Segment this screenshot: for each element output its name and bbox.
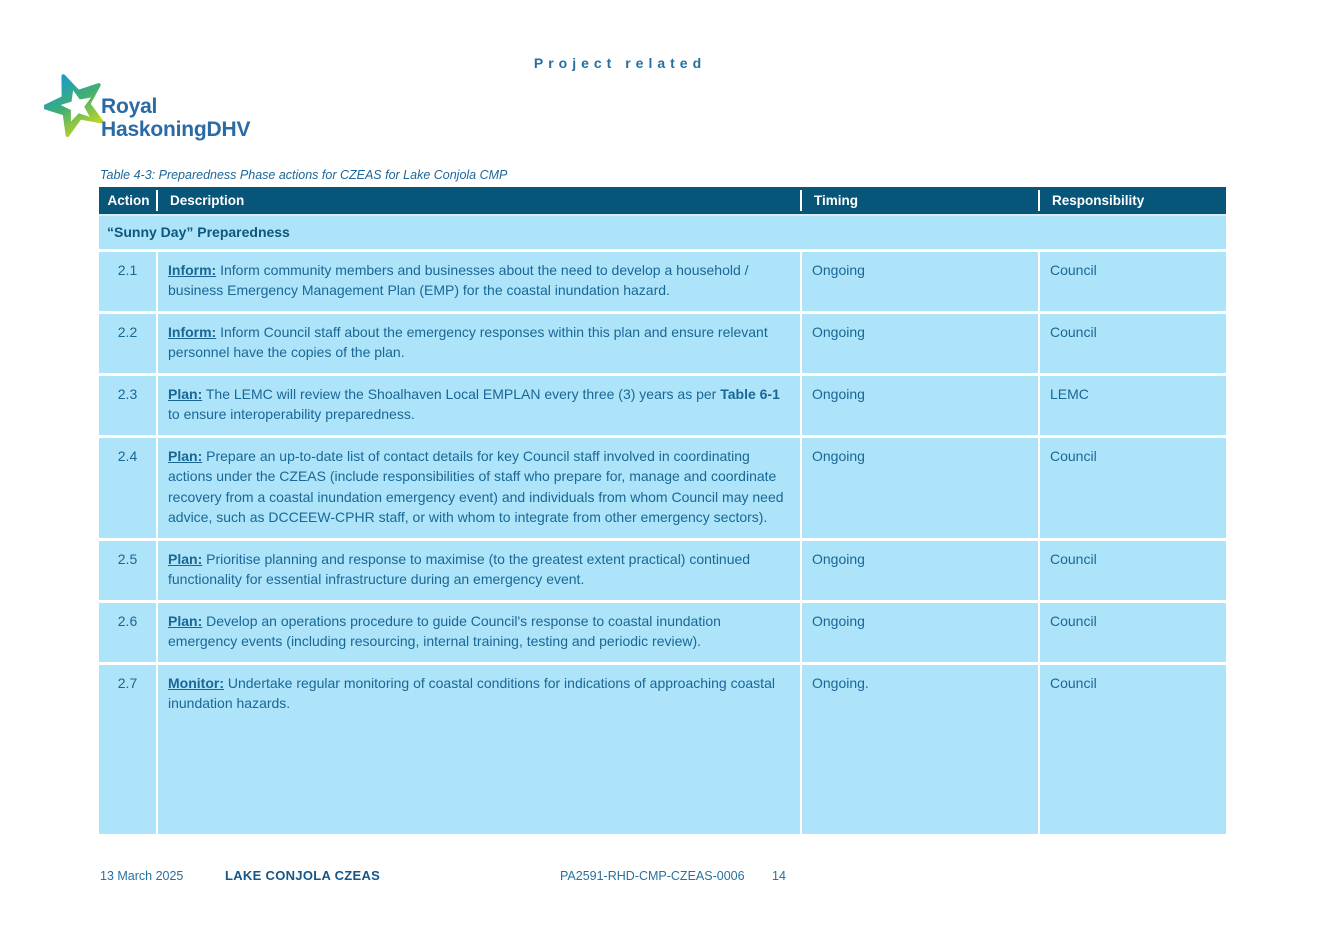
timing-cell: Ongoing: [802, 376, 1040, 438]
action-cell: 2.2: [99, 314, 158, 376]
logo-line1: Royal: [101, 95, 158, 118]
timing-cell: Ongoing: [802, 252, 1040, 314]
description-text: Develop an operations procedure to guide Council's response to coastal inundation emergency events (including resourcing, internal training, testing and periodic review).: [168, 612, 721, 649]
responsibility-cell: Council: [1040, 252, 1226, 314]
description-lead: Monitor:: [168, 674, 224, 691]
description-cell: [158, 376, 802, 438]
table-caption: Table 4-3: Preparedness Phase actions for CZEAS for Lake Conjola CMP: [100, 168, 508, 182]
timing-cell: Ongoing: [802, 314, 1040, 376]
responsibility-cell: Council: [1040, 603, 1226, 665]
section-header: “Sunny Day” Preparedness: [99, 216, 1226, 252]
responsibility-cell: Council: [1040, 665, 1226, 837]
action-cell: 2.4: [99, 438, 158, 541]
table-row: [99, 438, 1226, 541]
section-header-row: [99, 216, 1226, 252]
timing-cell: Ongoing: [802, 438, 1040, 541]
footer-doc-number: PA2591-RHD-CMP-CZEAS-0006: [560, 869, 745, 883]
footer-date: 13 March 2025: [100, 869, 184, 883]
page-header-label: Project related: [533, 55, 707, 71]
logo-wordmark: [101, 95, 250, 141]
preparedness-table: [99, 187, 1226, 837]
column-header-responsibility: Responsibility: [1040, 187, 1226, 216]
description-text: Undertake regular monitoring of coastal conditions for indications of approaching coastal inundation hazards.: [168, 674, 775, 711]
timing-cell: Ongoing: [802, 541, 1040, 603]
description-cell: [158, 603, 802, 665]
table-row: [99, 314, 1226, 376]
description-lead: Inform:: [168, 261, 217, 278]
description-text: Inform Council staff about the emergency responses within this plan and ensure relevant personnel have the copies of the plan.: [168, 323, 768, 360]
table-row: [99, 603, 1226, 665]
table-row: [99, 376, 1226, 438]
footer-page-number: 14: [772, 869, 786, 883]
action-cell: 2.1: [99, 252, 158, 314]
description-cell: [158, 252, 802, 314]
description-lead: Plan:: [168, 612, 203, 629]
description-text: The LEMC will review the Shoalhaven Local EMPLAN every three (3) years as per: [202, 385, 721, 402]
description-lead: Inform:: [168, 323, 217, 340]
description-cell: [158, 541, 802, 603]
description-cell: [158, 314, 802, 376]
logo-line2: HaskoningDHV: [101, 118, 251, 141]
company-logo: [44, 70, 251, 141]
action-cell: 2.3: [99, 376, 158, 438]
responsibility-cell: Council: [1040, 541, 1226, 603]
table-header-row: [99, 187, 1226, 216]
responsibility-cell: LEMC: [1040, 376, 1226, 438]
description-text: to ensure interoperability preparedness.: [168, 406, 415, 422]
column-header-description: Description: [158, 187, 802, 216]
description-text: Inform community members and businesses about the need to develop a household / business Emergency Management Plan (EMP) for the coastal inundation hazard.: [168, 261, 749, 298]
table-row: [99, 665, 1226, 837]
description-cell: [158, 438, 802, 541]
column-header-action: Action: [99, 187, 158, 216]
description-cell: [158, 665, 802, 837]
timing-cell: Ongoing: [802, 603, 1040, 665]
logo-star-icon: [44, 70, 106, 138]
table-body: [99, 216, 1226, 837]
description-lead: Plan:: [168, 550, 203, 567]
action-cell: 2.5: [99, 541, 158, 603]
description-lead: Plan:: [168, 447, 203, 464]
action-cell: 2.6: [99, 603, 158, 665]
responsibility-cell: Council: [1040, 438, 1226, 541]
description-lead: Plan:: [168, 385, 203, 402]
table-row: [99, 252, 1226, 314]
description-text: Prepare an up-to-date list of contact details for key Council staff involved in coordinating actions under the CZEAS (include responsibilities of staff who prepare for, manage and coordinate recovery from a coastal inundation emergency event) and individuals from whom Council may need advice, such as DCCEEW-CPHR staff, or with whom to integrate from other emergency sectors).: [168, 447, 784, 525]
footer-doc-title: LAKE CONJOLA CZEAS: [225, 868, 381, 883]
description-bold-ref: Table 6-1: [720, 385, 780, 402]
timing-cell: Ongoing.: [802, 665, 1040, 837]
column-header-timing: Timing: [802, 187, 1040, 216]
responsibility-cell: Council: [1040, 314, 1226, 376]
description-text: Prioritise planning and response to maximise (to the greatest extent practical) continued functionality for essential infrastructure during an emergency event.: [168, 550, 751, 587]
action-cell: 2.7: [99, 665, 158, 837]
table-row: [99, 541, 1226, 603]
